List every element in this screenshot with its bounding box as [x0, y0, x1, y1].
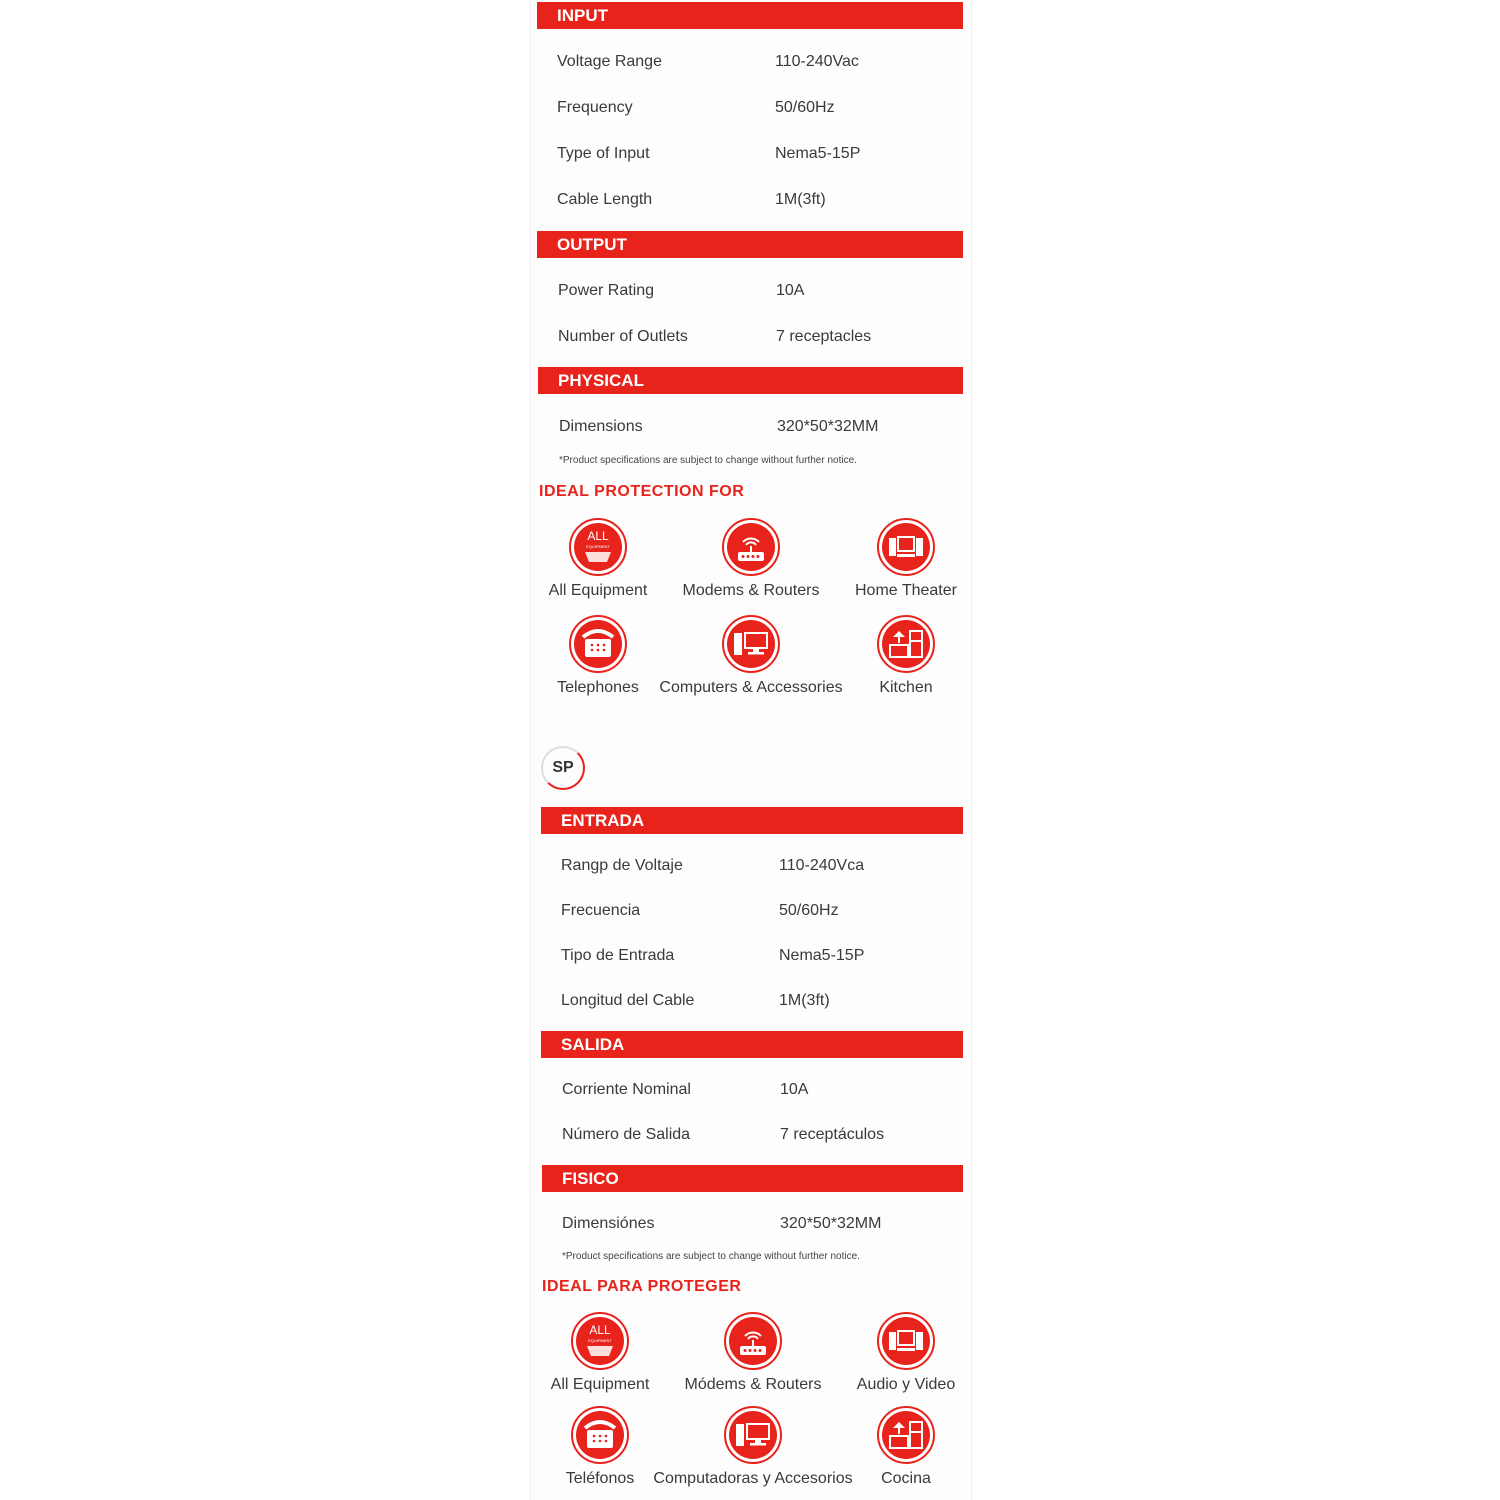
svg-text:EQUIPMENT: EQUIPMENT — [586, 544, 610, 549]
salida-section-header: SALIDA — [541, 1031, 963, 1058]
svg-text:ALL: ALL — [587, 529, 609, 543]
spec-label: Dimensiónes — [562, 1215, 655, 1232]
spec-value: 10A — [776, 282, 805, 299]
protection-item-label: Kitchen — [879, 679, 933, 696]
protection-item — [806, 1406, 1006, 1488]
physical-section-header: PHYSICAL — [538, 367, 963, 394]
spec-label: Número de Salida — [562, 1126, 691, 1143]
spec-label: Voltage Range — [557, 53, 662, 70]
router-icon — [724, 1312, 782, 1370]
home-theater-icon — [877, 1312, 935, 1370]
spec-label: Cable Length — [557, 191, 653, 208]
spec-value: 7 receptacles — [776, 328, 872, 345]
entrada-section-header: ENTRADA — [541, 807, 963, 834]
all-equipment-icon — [571, 1312, 629, 1370]
spec-label: Type of Input — [557, 145, 650, 162]
protection-item-label: Computadoras y Accesorios — [653, 1470, 853, 1487]
protection-item-label: Módems & Routers — [684, 1376, 822, 1393]
spec-value: 320*50*32MM — [777, 418, 879, 435]
protection-item — [806, 518, 1006, 600]
output-section-header: OUTPUT — [537, 231, 963, 258]
spec-label: Number of Outlets — [558, 328, 688, 345]
kitchen-icon — [877, 1406, 935, 1464]
spec-label: Corriente Nominal — [562, 1081, 691, 1098]
spanish-section-badge: SP — [541, 746, 585, 790]
disclaimer-note: *Product specifications are subject to change without further notice. — [559, 455, 857, 466]
spec-value: 110-240Vac — [775, 53, 859, 70]
computer-icon — [724, 1406, 782, 1464]
telephone-icon — [569, 615, 627, 673]
spec-value: 320*50*32MM — [780, 1215, 882, 1232]
spec-value: 110-240Vca — [779, 857, 865, 874]
spec-label: Frequency — [557, 99, 633, 116]
spec-label: Rangp de Voltaje — [561, 857, 683, 874]
spec-label: Frecuencia — [561, 902, 641, 919]
svg-text:ALL: ALL — [589, 1323, 611, 1337]
protection-item — [806, 615, 1006, 697]
input-section-header: INPUT — [537, 2, 963, 29]
spec-value: 1M(3ft) — [775, 191, 826, 208]
protection-item-label: All Equipment — [548, 582, 648, 599]
kitchen-icon — [877, 615, 935, 673]
spec-value: 50/60Hz — [775, 99, 835, 116]
telephone-icon — [571, 1406, 629, 1464]
spec-value: Nema5-15P — [775, 145, 861, 162]
ideal-protection-title: IDEAL PROTECTION FOR — [539, 483, 745, 500]
spec-sheet — [530, 0, 972, 1500]
computer-icon — [722, 615, 780, 673]
protection-item-label: Cocina — [881, 1470, 931, 1487]
protection-item-label: Teléfonos — [565, 1470, 635, 1487]
spec-label: Tipo de Entrada — [561, 947, 675, 964]
protection-item-label: Home Theater — [855, 582, 957, 599]
spec-label: Dimensions — [559, 418, 643, 435]
fisico-section-header: FISICO — [542, 1165, 963, 1192]
router-icon — [722, 518, 780, 576]
protection-item — [806, 1312, 1006, 1394]
ideal-para-proteger-title: IDEAL PARA PROTEGER — [542, 1278, 742, 1295]
spec-label: Longitud del Cable — [561, 992, 695, 1009]
spec-value: 50/60Hz — [779, 902, 839, 919]
home-theater-icon — [877, 518, 935, 576]
spec-value: 10A — [780, 1081, 809, 1098]
protection-item-label: Modems & Routers — [682, 582, 820, 599]
disclaimer-note: *Product specifications are subject to change without further notice. — [562, 1251, 860, 1262]
protection-item-label: Telephones — [557, 679, 639, 696]
spec-value: 1M(3ft) — [779, 992, 830, 1009]
protection-item-label: Audio y Video — [856, 1376, 956, 1393]
spec-value: Nema5-15P — [779, 947, 865, 964]
protection-item-label: All Equipment — [550, 1376, 650, 1393]
spec-value: 7 receptáculos — [780, 1126, 885, 1143]
svg-text:EQUIPMENT: EQUIPMENT — [588, 1338, 612, 1343]
all-equipment-icon — [569, 518, 627, 576]
spec-label: Power Rating — [558, 282, 655, 299]
protection-item-label: Computers & Accessories — [659, 679, 843, 696]
